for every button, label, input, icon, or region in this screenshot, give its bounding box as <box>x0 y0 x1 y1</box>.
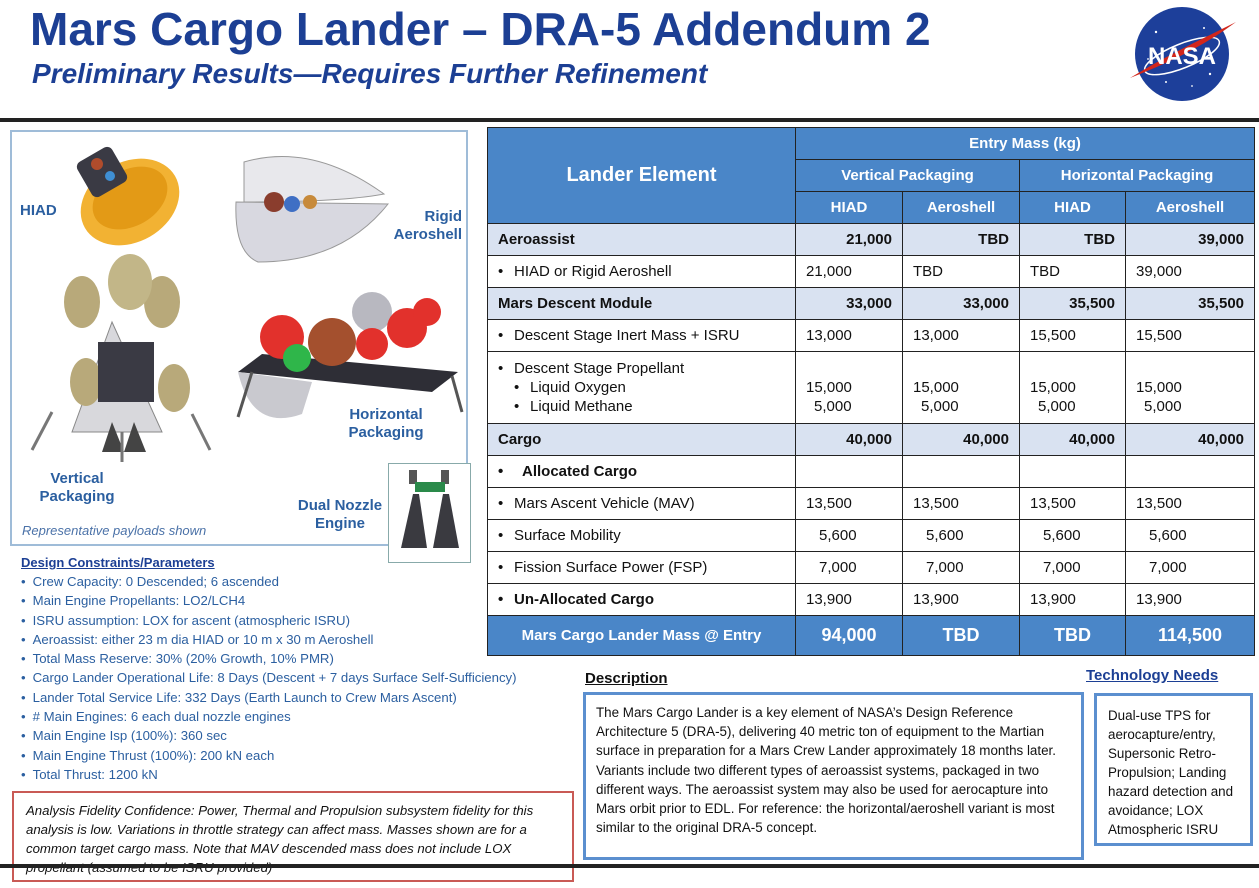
vertical-packaging-label: Vertical Packaging <box>39 470 115 505</box>
list-item: • Main Engine Propellants: LO2/LCH4 <box>21 591 517 610</box>
cell: 13,000 <box>796 320 903 352</box>
cell: 5,000 <box>814 398 852 415</box>
list-item: • Total Thrust: 1200 kN <box>21 765 517 784</box>
cell: 35,500 <box>1126 288 1255 320</box>
technology-needs-title: Technology Needs <box>1086 667 1219 684</box>
cell: 5,600 <box>903 520 1020 552</box>
table-row: • Fission Surface Power (FSP) 7,000 7,000 7,000 7,000 <box>488 552 1255 584</box>
row-label: Cargo <box>488 424 796 456</box>
cell: 5,000 <box>1038 398 1076 415</box>
table-row <box>488 224 1255 256</box>
list-item: • Main Engine Isp (100%): 360 sec <box>21 726 517 745</box>
cell: 7,000 <box>1126 552 1255 584</box>
design-constraints-title: Design Constraints/Parameters <box>21 555 215 570</box>
cell: 40,000 <box>796 424 903 456</box>
cell: TBD <box>1020 256 1126 288</box>
row-label: Liquid Methane <box>530 398 633 415</box>
cell: 13,500 <box>796 488 903 520</box>
table-row: • Mars Ascent Vehicle (MAV) 13,500 13,500 13,500 13,500 <box>488 488 1255 520</box>
list-item: • Aeroassist: either 23 m dia HIAD or 10 m x 30 m Aeroshell <box>21 630 517 649</box>
cell: 7,000 <box>903 552 1020 584</box>
hiad-label: HIAD <box>20 202 57 219</box>
horizontal-packaging-label: Horizontal Packaging <box>348 406 424 441</box>
row-label: Descent Stage Propellant <box>514 360 685 377</box>
cell: 13,500 <box>1126 488 1255 520</box>
row-label: Un-Allocated Cargo <box>514 591 655 608</box>
row-label: Allocated Cargo <box>522 463 638 480</box>
list-item: • Crew Capacity: 0 Descended; 6 ascended <box>21 572 517 591</box>
cell: 13,900 <box>1020 584 1126 616</box>
vertical-packaging-illustration <box>32 254 210 462</box>
row-label: Mars Cargo Lander Mass @ Entry <box>488 616 796 656</box>
cell: TBD <box>903 224 1020 256</box>
cell: 5,000 <box>921 398 959 415</box>
cell: 114,500 <box>1126 616 1255 656</box>
cell: 15,000 <box>806 379 852 396</box>
row-label: Liquid Oxygen <box>530 379 626 396</box>
description-text: The Mars Cargo Lander is a key element of NASA’s Design Reference Architecture 5 (DRA-5), delivering 40 metric ton of equipment to the Martian surface in preparation for a Mars Crew Lander approximately 18 months later. Variants include two different types of aeroassist systems, packaged in two different ways. The aeroassist system may also be used for aerocapture into Mars orbit prior to EDL. For reference: the horizontal/aeroshell variant is most similar to the original DRA-5 concept. <box>583 692 1084 860</box>
dual-nozzle-engine-image <box>388 463 471 563</box>
list-item: • Total Mass Reserve: 30% (20% Growth, 10% PMR) <box>21 649 517 668</box>
cell: TBD <box>903 616 1020 656</box>
table-row <box>488 288 1255 320</box>
cell: 35,500 <box>1020 288 1126 320</box>
cell: 21,000 <box>796 256 903 288</box>
table-row: • Descent Stage Propellant • Liquid Oxygen • Liquid Methane 15,000 5,000 15,000 5,000 15,000 5,000 15,000 5,000 <box>488 352 1255 424</box>
rigid-aeroshell-label: Rigid Aeroshell <box>393 208 462 243</box>
cell: 13,500 <box>903 488 1020 520</box>
vertical-packaging-header: Vertical Packaging <box>796 160 1020 192</box>
design-constraints-list <box>21 572 517 784</box>
table-row: • Un-Allocated Cargo 13,900 13,900 13,900 13,900 <box>488 584 1255 616</box>
header-divider <box>0 118 1259 122</box>
dual-nozzle-engine-label: Dual Nozzle Engine <box>297 497 383 532</box>
cell: 5,600 <box>1020 520 1126 552</box>
page-title: Mars Cargo Lander – DRA-5 Addendum 2 <box>30 3 931 55</box>
engine-illustration <box>389 464 470 562</box>
cell: 21,000 <box>796 224 903 256</box>
cell: 40,000 <box>1126 424 1255 456</box>
table-row: • Allocated Cargo <box>488 456 1255 488</box>
rigid-aeroshell-illustration <box>236 156 388 262</box>
row-label: Descent Stage Inert Mass + ISRU <box>514 327 740 344</box>
table-row <box>488 424 1255 456</box>
cell: 40,000 <box>1020 424 1126 456</box>
cell: 13,900 <box>903 584 1020 616</box>
table-row: • Surface Mobility 5,600 5,600 5,600 5,600 <box>488 520 1255 552</box>
cell: 15,500 <box>1020 320 1126 352</box>
cell: 15,500 <box>1126 320 1255 352</box>
cell: TBD <box>903 256 1020 288</box>
nasa-logo <box>1126 4 1238 104</box>
description-title: Description <box>585 670 668 687</box>
cell: TBD <box>1020 616 1126 656</box>
technology-needs-text: Dual-use TPS for aerocapture/entry, Supersonic Retro-Propulsion; Landing hazard detection and avoidance; LOX Atmospheric ISRU <box>1094 693 1253 846</box>
page-subtitle: Preliminary Results—Requires Further Refinement <box>32 58 708 89</box>
entry-mass-table <box>487 127 1255 656</box>
cell: 33,000 <box>796 288 903 320</box>
list-item: • Main Engine Thrust (100%): 200 kN each <box>21 746 517 765</box>
list-item: • # Main Engines: 6 each dual nozzle engines <box>21 707 517 726</box>
horizontal-packaging-header: Horizontal Packaging <box>1020 160 1255 192</box>
cell: 39,000 <box>1126 224 1255 256</box>
cell: 5,000 <box>1144 398 1182 415</box>
cell: 5,600 <box>1126 520 1255 552</box>
nasa-logo-text: NASA <box>1147 43 1217 70</box>
table-row: • HIAD or Rigid Aeroshell 21,000 TBD TBD 39,000 <box>488 256 1255 288</box>
cell: 15,000 <box>1136 379 1182 396</box>
horizontal-packaging-illustration <box>238 292 462 418</box>
entry-mass-header: Entry Mass (kg) <box>796 128 1255 160</box>
cell: 39,000 <box>1126 256 1255 288</box>
cell: 15,000 <box>913 379 959 396</box>
horizontal-hiad-header: HIAD <box>1020 192 1126 224</box>
row-label: Mars Ascent Vehicle (MAV) <box>514 495 695 512</box>
cell: 15,000 <box>1030 379 1076 396</box>
row-label: Surface Mobility <box>514 527 621 544</box>
row-label: Fission Surface Power (FSP) <box>514 559 708 576</box>
analysis-fidelity-note: Analysis Fidelity Confidence: Power, Thermal and Propulsion subsystem fidelity for this analysis is low. Variations in throttle strategy can affect mass. Masses shown are for a common target cargo mass. Note that MAV descended mass does not include LOX <box>12 791 574 882</box>
cell: 13,000 <box>903 320 1020 352</box>
row-label: Mars Descent Module <box>488 288 796 320</box>
cell: 13,900 <box>1126 584 1255 616</box>
row-label: HIAD or Rigid Aeroshell <box>514 263 672 280</box>
payload-caption: Representative payloads shown <box>22 523 207 538</box>
cell: TBD <box>1020 224 1126 256</box>
cell: 13,500 <box>1020 488 1126 520</box>
cell: 13,900 <box>796 584 903 616</box>
table-row: • Descent Stage Inert Mass + ISRU 13,000 13,000 15,500 15,500 <box>488 320 1255 352</box>
horizontal-aeroshell-header: Aeroshell <box>1126 192 1255 224</box>
cell: 7,000 <box>1020 552 1126 584</box>
cell: 33,000 <box>903 288 1020 320</box>
cell: 94,000 <box>796 616 903 656</box>
hiad-illustration <box>65 141 195 262</box>
list-item: • Cargo Lander Operational Life: 8 Days (Descent + 7 days Surface Self-Sufficiency) <box>21 668 517 687</box>
list-item: • ISRU assumption: LOX for ascent (atmospheric ISRU) <box>21 611 517 630</box>
footer-divider <box>0 864 1259 868</box>
cell: 5,600 <box>796 520 903 552</box>
cell: 40,000 <box>903 424 1020 456</box>
list-item: • Lander Total Service Life: 332 Days (Earth Launch to Crew Mars Ascent) <box>21 688 517 707</box>
row-label: Aeroassist <box>488 224 796 256</box>
vertical-aeroshell-header: Aeroshell <box>903 192 1020 224</box>
table-total-row <box>488 616 1255 656</box>
vertical-hiad-header: HIAD <box>796 192 903 224</box>
cell: 7,000 <box>796 552 903 584</box>
lander-element-header: Lander Element <box>488 128 796 224</box>
